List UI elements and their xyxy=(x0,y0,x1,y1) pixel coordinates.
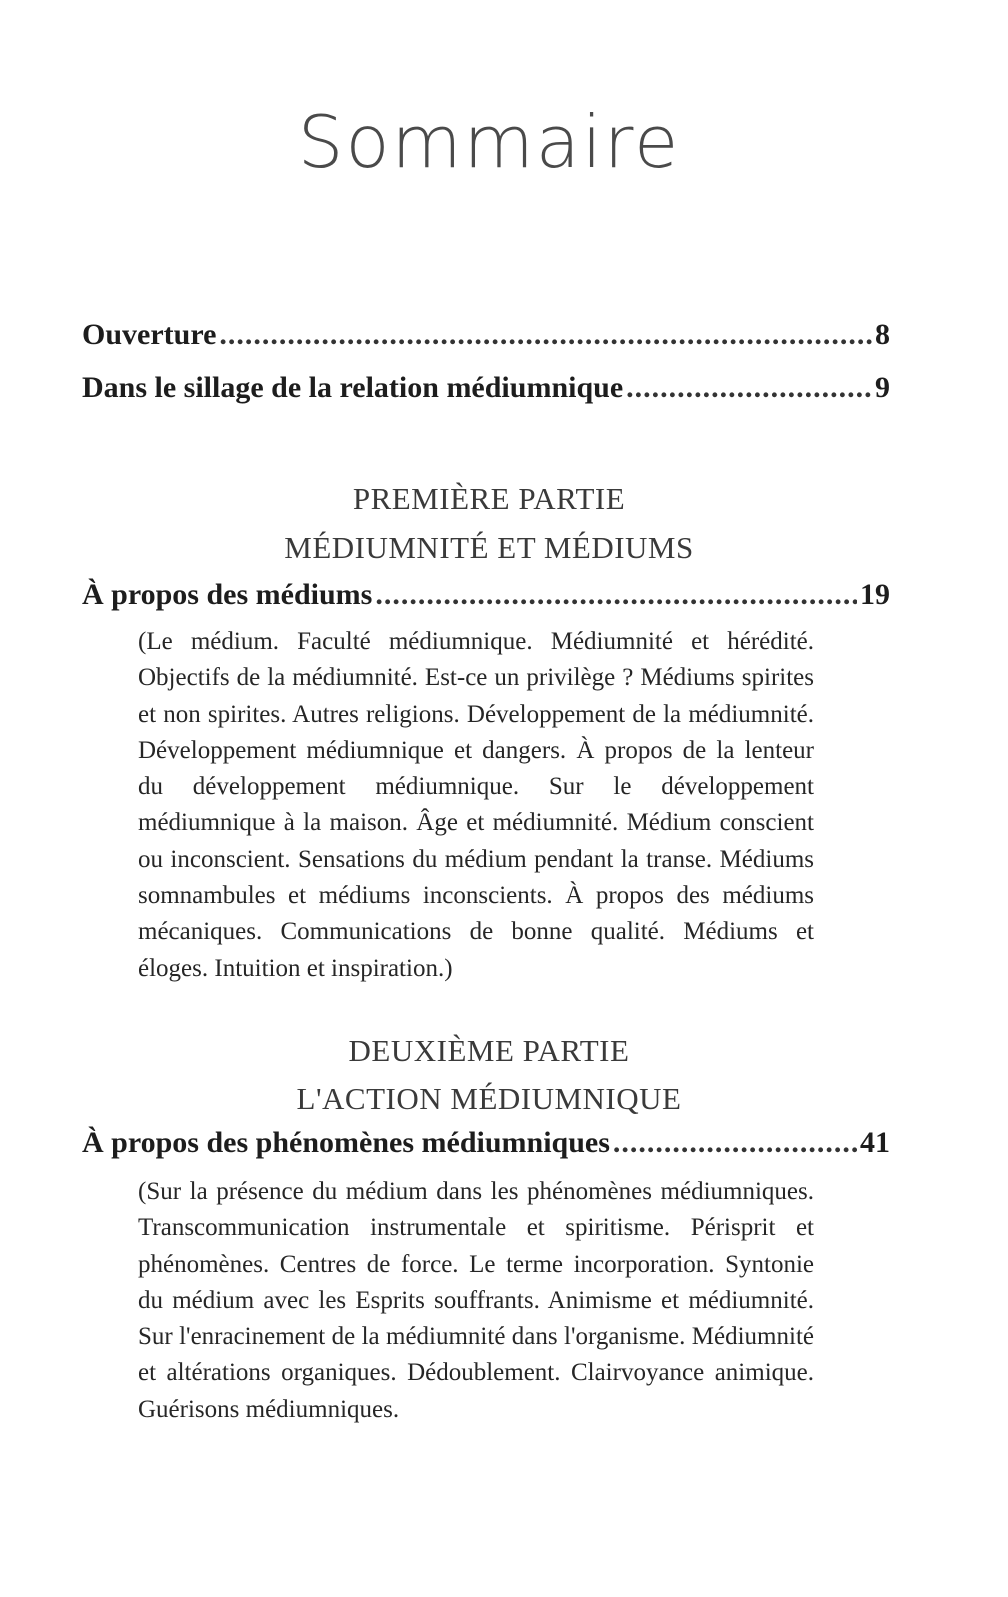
toc-entry-label: À propos des phénomènes médiumniques xyxy=(82,1126,610,1159)
part-two-description: (Sur la présence du médium dans les phénomènes médiumniques. Transcommunication instrumentale et spiritisme. Périsprit et phénomènes. Centres de force. Le terme incorporation. Syntonie du médium avec les Esprits souffrants. Animisme et médiumnité. Sur l'enracinement de la médiumnité dans l'organisme. Médiumnité et altérations organiques. Dédoublement. Clairvoyance animique. Guérisons médiumniques. xyxy=(138,1178,814,1423)
toc-entry-label: À propos des médiums xyxy=(82,578,373,611)
dot-leader xyxy=(626,371,872,405)
part-one-heading: PREMIÈRE PARTIE xyxy=(352,481,626,516)
toc-page-number: 8 xyxy=(875,318,890,351)
dot-leader xyxy=(219,318,872,352)
part-one-subtitle: MÉDIUMNITÉ ET MÉDIUMS xyxy=(284,530,694,565)
toc-entry-ouverture[interactable] xyxy=(82,318,890,352)
part-one-description: (Le médium. Faculté médiumnique. Médiumnité et hérédité. Objectifs de la médiumnité. Est-ce un privilège ? Médiums spirites et non spirites. Autres religions. Développement de la médiumnité. Développement médiumnique et dangers. À propos de la lenteur du développement médiumnique. Sur le développement médiumnique à la maison. Âge et médiumnité. Médium conscient ou inconscient. Sensations du médium pendant la transe. Médiums somnambules et médiums inconscients. À propos des médiums mécaniques. Communications de bonne qualité. Médiums et éloges. Intuition et inspiration.) xyxy=(138,628,814,982)
page-title: Sommaire xyxy=(297,100,681,184)
part-two-subtitle: L'ACTION MÉDIUMNIQUE xyxy=(296,1081,682,1116)
toc-entry-mediums[interactable] xyxy=(82,578,890,612)
toc-page-number: 41 xyxy=(860,1126,890,1159)
toc-entry-label: Ouverture xyxy=(82,318,217,351)
toc-entry-sillage[interactable] xyxy=(82,371,890,405)
toc-page-number: 9 xyxy=(875,371,890,404)
toc-entry-phenomenes[interactable] xyxy=(82,1126,890,1160)
dot-leader xyxy=(375,578,857,612)
toc-page-number: 19 xyxy=(860,578,890,611)
toc-entry-label: Dans le sillage de la relation médiumnique xyxy=(82,371,624,404)
part-two-heading: DEUXIÈME PARTIE xyxy=(348,1033,630,1068)
dot-leader xyxy=(613,1126,857,1160)
